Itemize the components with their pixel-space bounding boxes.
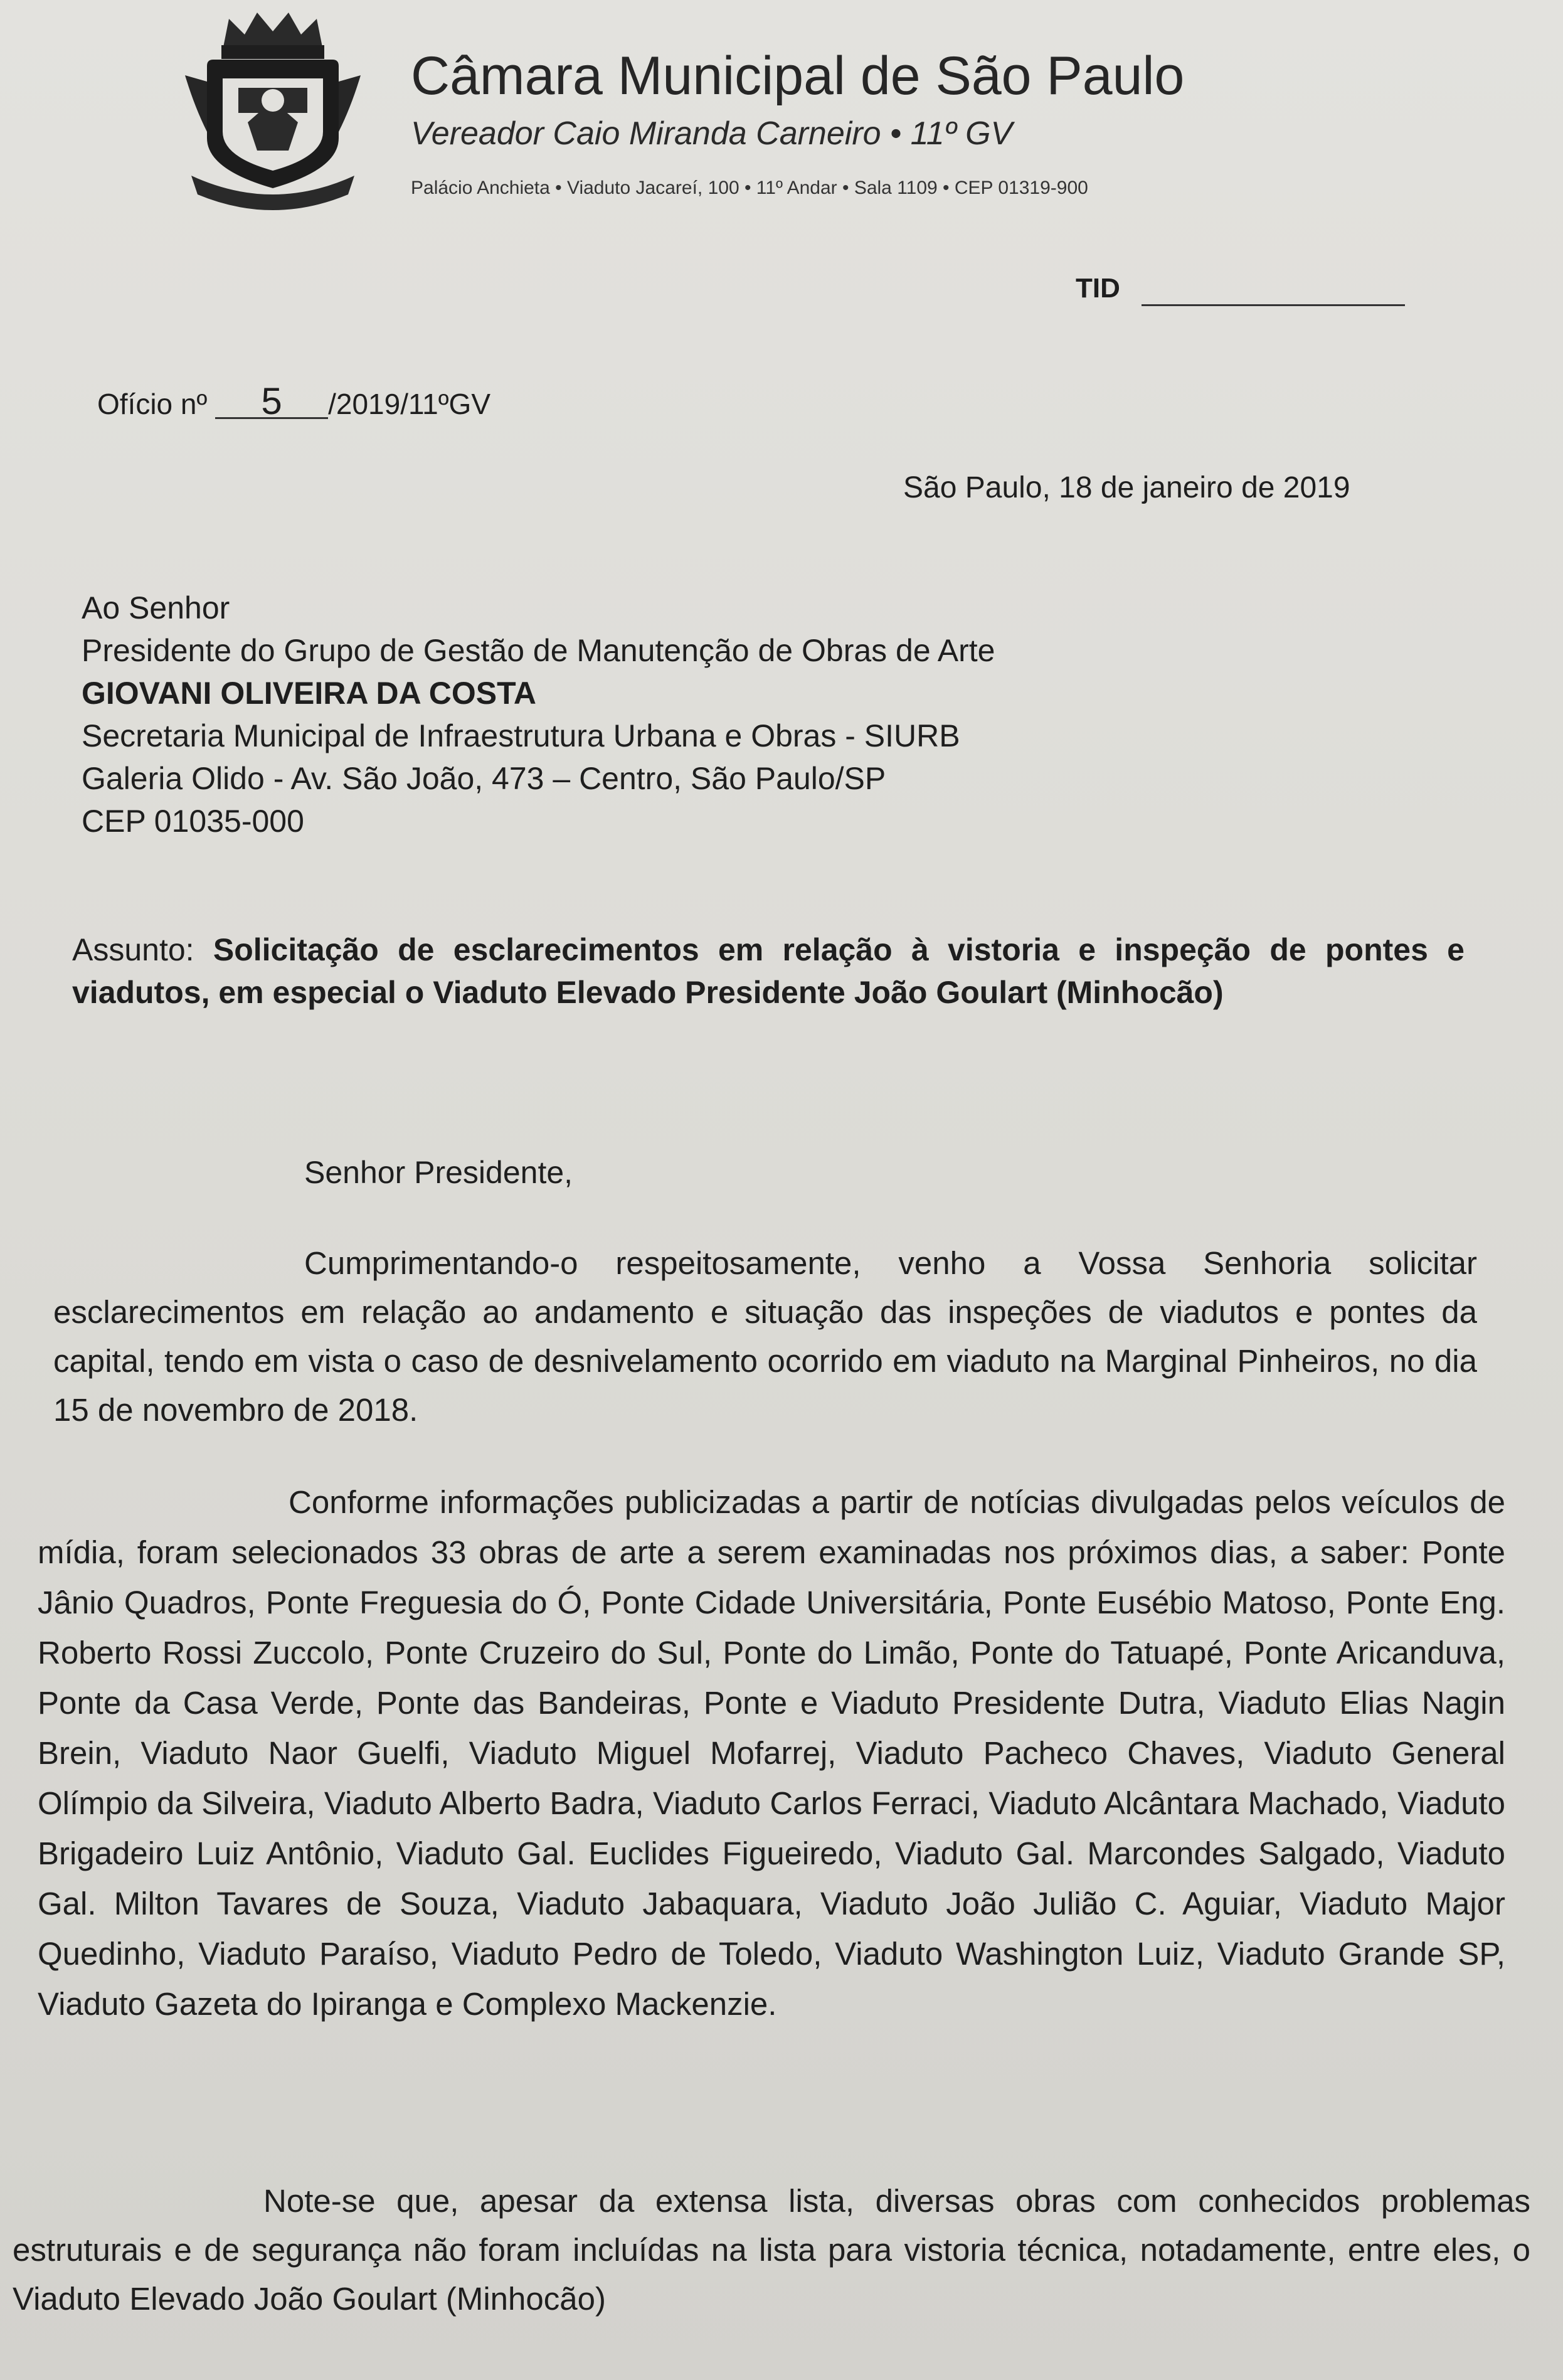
subject-block xyxy=(72,928,1465,1014)
subject-label: Assunto: xyxy=(72,932,194,967)
recipient-salutation: Ao Senhor xyxy=(82,590,230,625)
city-coat-of-arms-icon xyxy=(179,6,367,213)
tid-label: TID xyxy=(1076,273,1120,304)
recipient-block xyxy=(82,587,995,842)
recipient-address: Galeria Olido - Av. São João, 473 – Centro, São Paulo/SP xyxy=(82,761,886,796)
recipient-name: GIOVANI OLIVEIRA DA COSTA xyxy=(82,676,537,711)
chamber-title: Câmara Municipal de São Paulo xyxy=(411,46,1185,106)
oficio-reference xyxy=(97,380,491,422)
chamber-address: Palácio Anchieta • Viaduto Jacareí, 100 • 11º Andar • Sala 1109 • CEP 01319-900 xyxy=(411,178,1088,198)
councilman-line: Vereador Caio Miranda Carneiro • 11º GV xyxy=(411,115,1013,152)
recipient-role: Presidente do Grupo de Gestão de Manutenção de Obras de Arte xyxy=(82,633,995,668)
oficio-number: 5 xyxy=(215,386,328,419)
recipient-department: Secretaria Municipal de Infraestrutura Urbana e Obras - SIURB xyxy=(82,718,960,753)
body-paragraph-2: Conforme informações publicizadas a partir de notícias divulgadas pelos veículos de mídia, foram selecionados 33 obras de arte a serem examinadas nos próximos dias, a saber: Ponte Jânio Quadros, Ponte Freguesia do Ó, Ponte Cidade Universitária, Ponte Eusébio Matoso, Ponte Eng. Roberto Rossi Zuccolo, Ponte Cruzeiro do Sul, Ponte do Limão, Ponte do Tatuapé, Ponte Aricanduva, Ponte da Casa Verde, Ponte das Bandeiras, Ponte e Viaduto Presidente Dutra, Viaduto Elias Nagin Brein, Viaduto Naor Guelfi, Viaduto Miguel Mofarrej, Viaduto Pacheco Chaves, Viaduto General Olímpio da Silveira, Viaduto Alberto Badra, Viaduto Carlos Ferraci, Viaduto Alcântara Machado, Viaduto Brigadeiro Luiz Antônio, Viaduto Gal. Euclides Figueiredo, Viaduto Gal. Marcondes Salgado, Viaduto Gal. Milton Tavares de Souza, Viaduto Jabaquara, Viaduto João Julião C. Aguiar, Viaduto Major Quedinho, Viaduto Paraíso, Viaduto Pedro de Toledo, Viaduto Washington Luiz, Viaduto Grande SP, Viaduto Gazeta do Ipiranga e Complexo Mackenzie. xyxy=(38,1484,1505,2022)
body-paragraph-1: Cumprimentando-o respeitosamente, venho a Vossa Senhoria solicitar esclarecimentos em relação ao andamento e situação das inspeções de viadutos e pontes da capital, tendo em vista o caso de desnivelamento ocorrido em viaduto na Marginal Pinheiros, no dia 15 de novembro de 2018. xyxy=(53,1245,1477,1428)
tid-field-line xyxy=(1142,304,1405,306)
oficio-suffix: /2019/11ºGV xyxy=(328,388,491,420)
letter-date: São Paulo, 18 de janeiro de 2019 xyxy=(903,471,1350,504)
subject-text: Solicitação de esclarecimentos em relação à vistoria e inspeção de pontes e viadutos, em especial o Viaduto Elevado Presidente João Goulart (Minhocão) xyxy=(72,932,1465,1010)
oficio-prefix: Ofício nº xyxy=(97,388,208,420)
letter-salutation: Senhor Presidente, xyxy=(304,1155,573,1190)
body-paragraph-3: Note-se que, apesar da extensa lista, diversas obras com conhecidos problemas estruturais e de segurança não foram incluídas na lista para vistoria técnica, notadamente, entre eles, o Viaduto Elevado João Goulart (Minhocão) xyxy=(13,2183,1530,2317)
recipient-postal-code: CEP 01035-000 xyxy=(82,804,304,839)
